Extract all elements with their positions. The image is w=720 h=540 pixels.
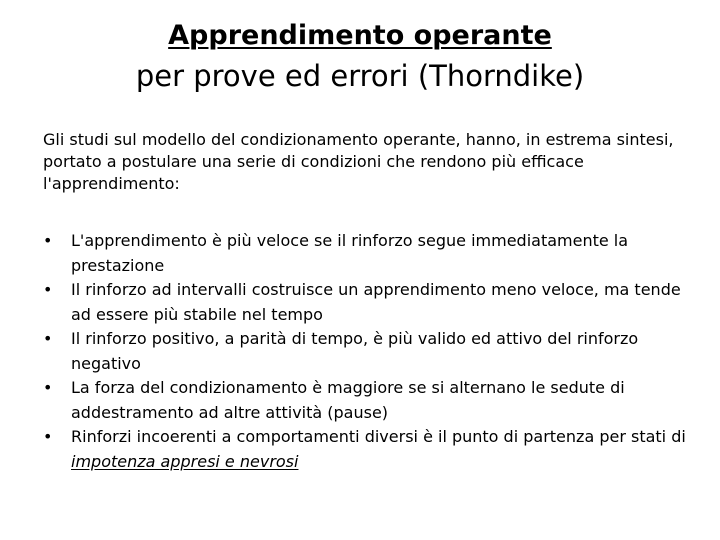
bullet-icon: • [43, 329, 53, 348]
bullet-icon: • [43, 231, 53, 250]
bullet-item [43, 229, 693, 278]
slide-subtitle: per prove ed errori (Thorndike) [135, 59, 585, 93]
bullet-list [43, 229, 693, 474]
slide-title: Apprendimento operante [168, 20, 552, 51]
bullet-item [43, 376, 693, 425]
bullet-text: Rinforzi incoerenti a comportamenti diversi è il punto di partenza per stati di [71, 427, 686, 446]
title-block [0, 18, 720, 98]
bullet-icon: • [43, 280, 53, 299]
bullet-emphasis: impotenza appresi e nevrosi [71, 451, 299, 471]
bullet-text: L'apprendimento è più veloce se il rinforzo segue immediatamente la prestazione [71, 231, 629, 275]
bullet-icon: • [43, 378, 53, 397]
bullet-icon: • [43, 427, 53, 446]
bullet-item [43, 278, 693, 327]
bullet-item [43, 425, 693, 474]
intro-paragraph: Gli studi sul modello del condizionamento operante, hanno, in estrema sintesi, portato a postulare una serie di condizioni che rendono più efficace l'apprendimento: [43, 130, 674, 193]
bullet-text: Il rinforzo ad intervalli costruisce un apprendimento meno veloce, ma tende ad essere più stabile nel tempo [71, 280, 681, 324]
bullet-item [43, 327, 693, 376]
bullet-text: La forza del condizionamento è maggiore se si alternano le sedute di addestramento ad altre attività (pause) [71, 378, 625, 422]
bullet-text: Il rinforzo positivo, a parità di tempo, è più valido ed attivo del rinforzo negativo [71, 329, 639, 373]
